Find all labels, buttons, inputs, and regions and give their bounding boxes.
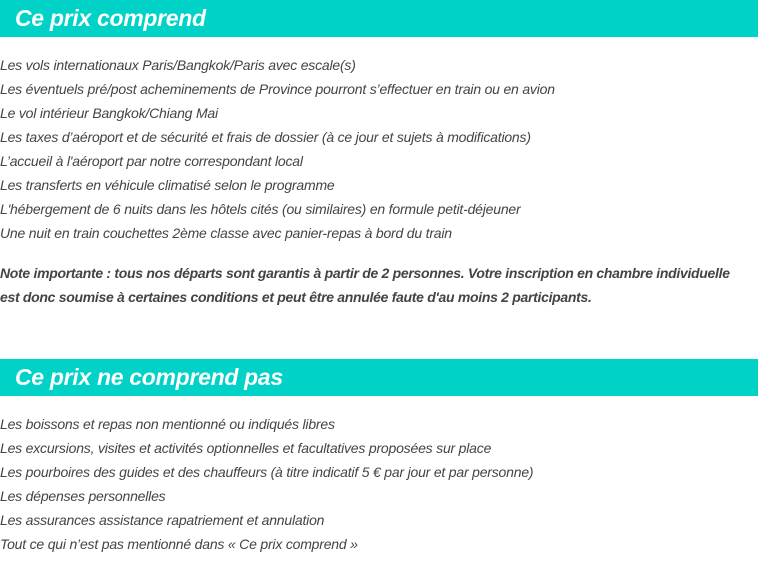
included-item: Le vol intérieur Bangkok/Chiang Mai xyxy=(0,105,218,121)
included-item: L’accueil à l'aéroport par notre correspondant local xyxy=(0,153,303,169)
included-item: Une nuit en train couchettes 2ème classe avec panier-repas à bord du train xyxy=(0,225,452,241)
excluded-item: Les boissons et repas non mentionné ou indiqués libres xyxy=(0,416,335,432)
included-item: Les éventuels pré/post acheminements de Province pourront s’effectuer en train ou en avion xyxy=(0,81,555,97)
excluded-item: Les assurances assistance rapatriement et annulation xyxy=(0,512,325,528)
included-item: Les taxes d’aéroport et de sécurité et frais de dossier (à ce jour et sujets à modifications) xyxy=(0,129,531,145)
included-item: Les vols internationaux Paris/Bangkok/Paris avec escale(s) xyxy=(0,57,356,73)
included-item: Les transferts en véhicule climatisé selon le programme xyxy=(0,177,335,193)
excluded-item: Les dépenses personnelles xyxy=(0,488,166,504)
excluded-item: Tout ce qui n’est pas mentionné dans « Ce prix comprend » xyxy=(0,536,358,552)
excluded-section xyxy=(0,359,758,396)
excluded-list xyxy=(0,412,533,556)
excluded-title: Ce prix ne comprend pas xyxy=(15,364,283,390)
included-title: Ce prix comprend xyxy=(15,5,206,31)
excluded-header-banner xyxy=(0,359,758,396)
included-header-banner xyxy=(0,0,758,37)
included-item: L'hébergement de 6 nuits dans les hôtels cités (ou similaires) en formule petit-déjeuner xyxy=(0,201,521,217)
important-note: Note importante : tous nos départs sont garantis à partir de 2 personnes. Votre inscription en chambre individuelle est donc soumise à certaines conditions et peut être annulée faute d'au moins 2 participants. xyxy=(0,265,730,305)
included-section xyxy=(0,0,758,37)
included-list xyxy=(0,53,555,245)
excluded-item: Les pourboires des guides et des chauffeurs (à titre indicatif 5 € par jour et par personne) xyxy=(0,464,534,480)
excluded-item: Les excursions, visites et activités optionnelles et facultatives proposées sur place xyxy=(0,440,492,456)
